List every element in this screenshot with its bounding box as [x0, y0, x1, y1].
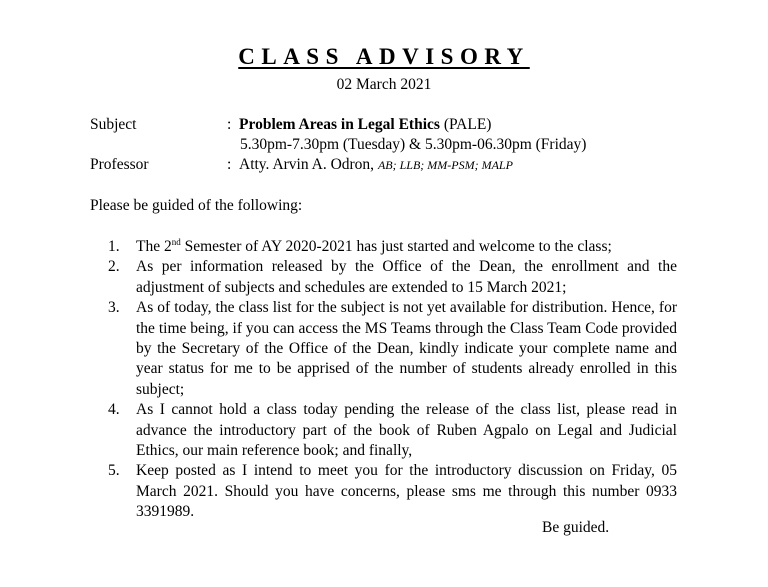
list-item-text: As I cannot hold a class today pending the release of the class list, please read in advance the introductory part of the book of Ruben Agpalo on Legal and Judicial Ethics, our main reference book; and finally,: [136, 401, 677, 460]
list-item-number: 1.: [108, 238, 120, 255]
closing-text: Be guided.: [542, 519, 610, 536]
advisory-date: 02 March 2021: [336, 76, 432, 93]
professor-name: Atty. Arvin A. Odron,: [239, 156, 375, 173]
list-item-text: As of today, the class list for the subject is not yet available for distribution. Hence, for the time being, if you can access the MS Teams through the Class Team Code provided by the Secretary of the Office of the Dean, kindly indicate your complete name and year status for me to be apprised of the number of students already enrolled in this subject;: [136, 299, 677, 398]
subject-label: Subject: [90, 116, 137, 133]
professor-label: Professor: [90, 156, 149, 173]
list-item: [108, 257, 677, 298]
list-item-text: [136, 237, 677, 257]
list-item-number: 2.: [108, 258, 120, 276]
semester-text: Semester of AY 2020-2021 has just started and welcome to the class;: [180, 238, 612, 255]
list-item-number: 5.: [108, 462, 120, 480]
list-item: [108, 298, 677, 400]
semester-prefix: The 2: [136, 238, 172, 255]
intro-text: Please be guided of the following:: [90, 197, 303, 214]
list-item: [108, 400, 677, 461]
ordinal-suffix: nd: [171, 237, 181, 247]
advisory-title: CLASS ADVISORY: [238, 44, 530, 69]
professor-row: [90, 156, 513, 174]
subject-name: Problem Areas in Legal Ethics: [239, 116, 440, 133]
advisory-list: [108, 237, 677, 523]
list-item-text: As per information released by the Office of the Dean, the enrollment and the adjustment of subjects and schedules are extended to 15 March 2021;: [136, 258, 677, 296]
subject-abbr: (PALE): [443, 116, 492, 133]
professor-colon: :: [227, 156, 232, 173]
list-item-number: 3.: [108, 299, 120, 317]
list-item: [108, 461, 677, 522]
list-item: [108, 237, 677, 257]
subject-schedule: 5.30pm-7.30pm (Tuesday) & 5.30pm-06.30pm (Friday): [240, 136, 587, 153]
professor-credentials: AB; LLB; MM-PSM; MALP: [377, 158, 513, 172]
subject-row: [90, 116, 491, 134]
subject-colon: :: [227, 116, 232, 133]
list-item-text: Keep posted as I intend to meet you for the introductory discussion on Friday, 05 March 2021. Should you have concerns, please sms me through this number 0933 3391989.: [136, 462, 677, 521]
list-item-number: 4.: [108, 401, 120, 419]
